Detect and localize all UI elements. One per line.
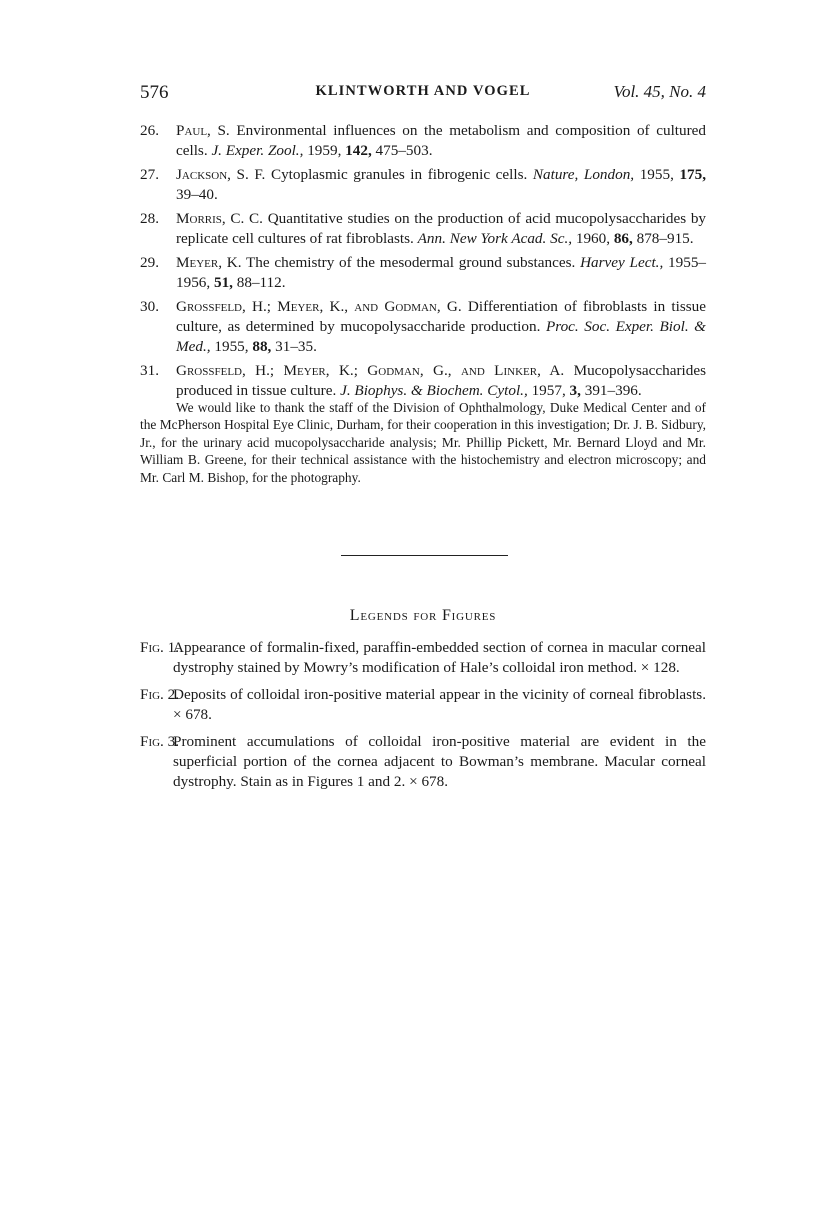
- figure-legend-list: [140, 638, 706, 799]
- reference-year: 1959,: [307, 142, 342, 159]
- reference-pages: 391–396.: [584, 382, 642, 399]
- volume-issue: Vol. 45, No. 4: [613, 82, 706, 101]
- reference-item: [140, 165, 706, 205]
- reference-number: 26.: [140, 122, 159, 139]
- page-number: 576: [140, 82, 169, 103]
- reference-journal: Proc. Soc. Exper. Biol. & Med.,: [176, 318, 706, 355]
- reference-number: 30.: [140, 298, 159, 315]
- reference-pages: 475–503.: [375, 142, 433, 159]
- figure-label: Fig. 3.: [140, 733, 180, 750]
- reference-author: Grossfeld, H.; Meyer, K.; Godman, G., and Linker, A.: [176, 362, 565, 379]
- reference-title: Mucopolysaccharides produced in tissue culture.: [176, 362, 707, 399]
- reference-item: [140, 253, 706, 293]
- reference-title: Differentiation of fibroblasts in tissue culture, as determined by mucopolysaccharide production.: [176, 298, 706, 335]
- reference-author: Paul, S.: [176, 122, 230, 139]
- reference-list: [140, 121, 706, 405]
- reference-number: 31.: [140, 362, 159, 379]
- acknowledgment-paragraph: We would like to thank the staff of the Division of Ophthalmology, Duke Medical Center and of the McPherson Hospital Eye Clinic, Durham, for their cooperation in this investigation; Dr. J. B. Sidbury, Jr., for the urinary acid mucopolysaccharide analysis; Mr. Phillip Pickett, Mr. Bernard Lloyd and Mr. William B. Greene, for their technical assistance with the histochemistry and electron microscopy; and Mr. Carl M. Bishop, for the photography.: [140, 400, 706, 485]
- reference-title: Quantitative studies on the production of acid mucopolysaccharides by replicate cell cultures of rat fibroblasts.: [176, 210, 707, 247]
- reference-journal: Ann. New York Acad. Sc.,: [417, 230, 573, 247]
- reference-pages: 31–35.: [275, 338, 317, 355]
- legends-heading: Legends for Figures: [349, 607, 497, 624]
- reference-volume: 86,: [613, 230, 633, 247]
- reference-year: 1955,: [639, 166, 674, 183]
- figure-legend: [140, 685, 706, 725]
- reference-volume: 3,: [569, 382, 581, 399]
- reference-item: [140, 209, 706, 249]
- reference-title: Environmental influences on the metabolism and composition of cultured cells.: [176, 122, 706, 159]
- reference-journal: Nature, London,: [532, 166, 635, 183]
- reference-number: 28.: [140, 210, 159, 227]
- reference-volume: 51,: [213, 274, 233, 291]
- section-divider: [341, 555, 508, 556]
- reference-item: [140, 297, 706, 357]
- reference-year: 1957,: [531, 382, 566, 399]
- reference-volume: 88,: [252, 338, 272, 355]
- reference-year: 1960,: [575, 230, 611, 247]
- running-header: [140, 82, 706, 106]
- reference-author: Morris, C. C.: [176, 210, 263, 227]
- reference-year: 1955–1956,: [176, 254, 706, 291]
- reference-author: Grossfeld, H.; Meyer, K., and Godman, G.: [176, 298, 462, 315]
- figure-label: Fig. 2.: [140, 686, 180, 703]
- figure-legend: [140, 732, 706, 792]
- reference-volume: 175,: [679, 166, 707, 183]
- reference-item: [140, 121, 706, 161]
- figure-label: Fig. 1.: [140, 639, 180, 656]
- reference-title: Cytoplasmic granules in fibrogenic cells.: [270, 166, 528, 183]
- reference-number: 27.: [140, 166, 159, 183]
- figure-caption: Deposits of colloidal iron-positive material appear in the vicinity of corneal fibroblasts. × 678.: [173, 686, 706, 723]
- reference-number: 29.: [140, 254, 159, 271]
- reference-volume: 142,: [345, 142, 372, 159]
- figure-legend: [140, 638, 706, 678]
- reference-title: The chemistry of the mesodermal ground substances.: [246, 254, 576, 271]
- reference-journal: Harvey Lect.,: [580, 254, 664, 271]
- reference-item: [140, 361, 706, 401]
- reference-pages: 39–40.: [176, 186, 218, 203]
- reference-year: 1955,: [214, 338, 249, 355]
- reference-author: Meyer, K.: [176, 254, 242, 271]
- reference-journal: J. Exper. Zool.,: [211, 142, 304, 159]
- figure-caption: Prominent accumulations of colloidal iron-positive material are evident in the superficial portion of the cornea adjacent to Bowman’s membrane. Macular corneal dystrophy. Stain as in Figures 1 and 2. × 678.: [173, 733, 706, 790]
- reference-pages: 88–112.: [236, 274, 286, 291]
- running-title: KLINTWORTH AND VOGEL: [315, 83, 531, 99]
- reference-journal: J. Biophys. & Biochem. Cytol.,: [340, 382, 528, 399]
- reference-pages: 878–915.: [636, 230, 694, 247]
- figure-caption: Appearance of formalin-fixed, paraffin-embedded section of cornea in macular corneal dystrophy stained by Mowry’s modification of Hale’s colloidal iron method. × 128.: [173, 639, 706, 676]
- reference-author: Jackson, S. F.: [176, 166, 266, 183]
